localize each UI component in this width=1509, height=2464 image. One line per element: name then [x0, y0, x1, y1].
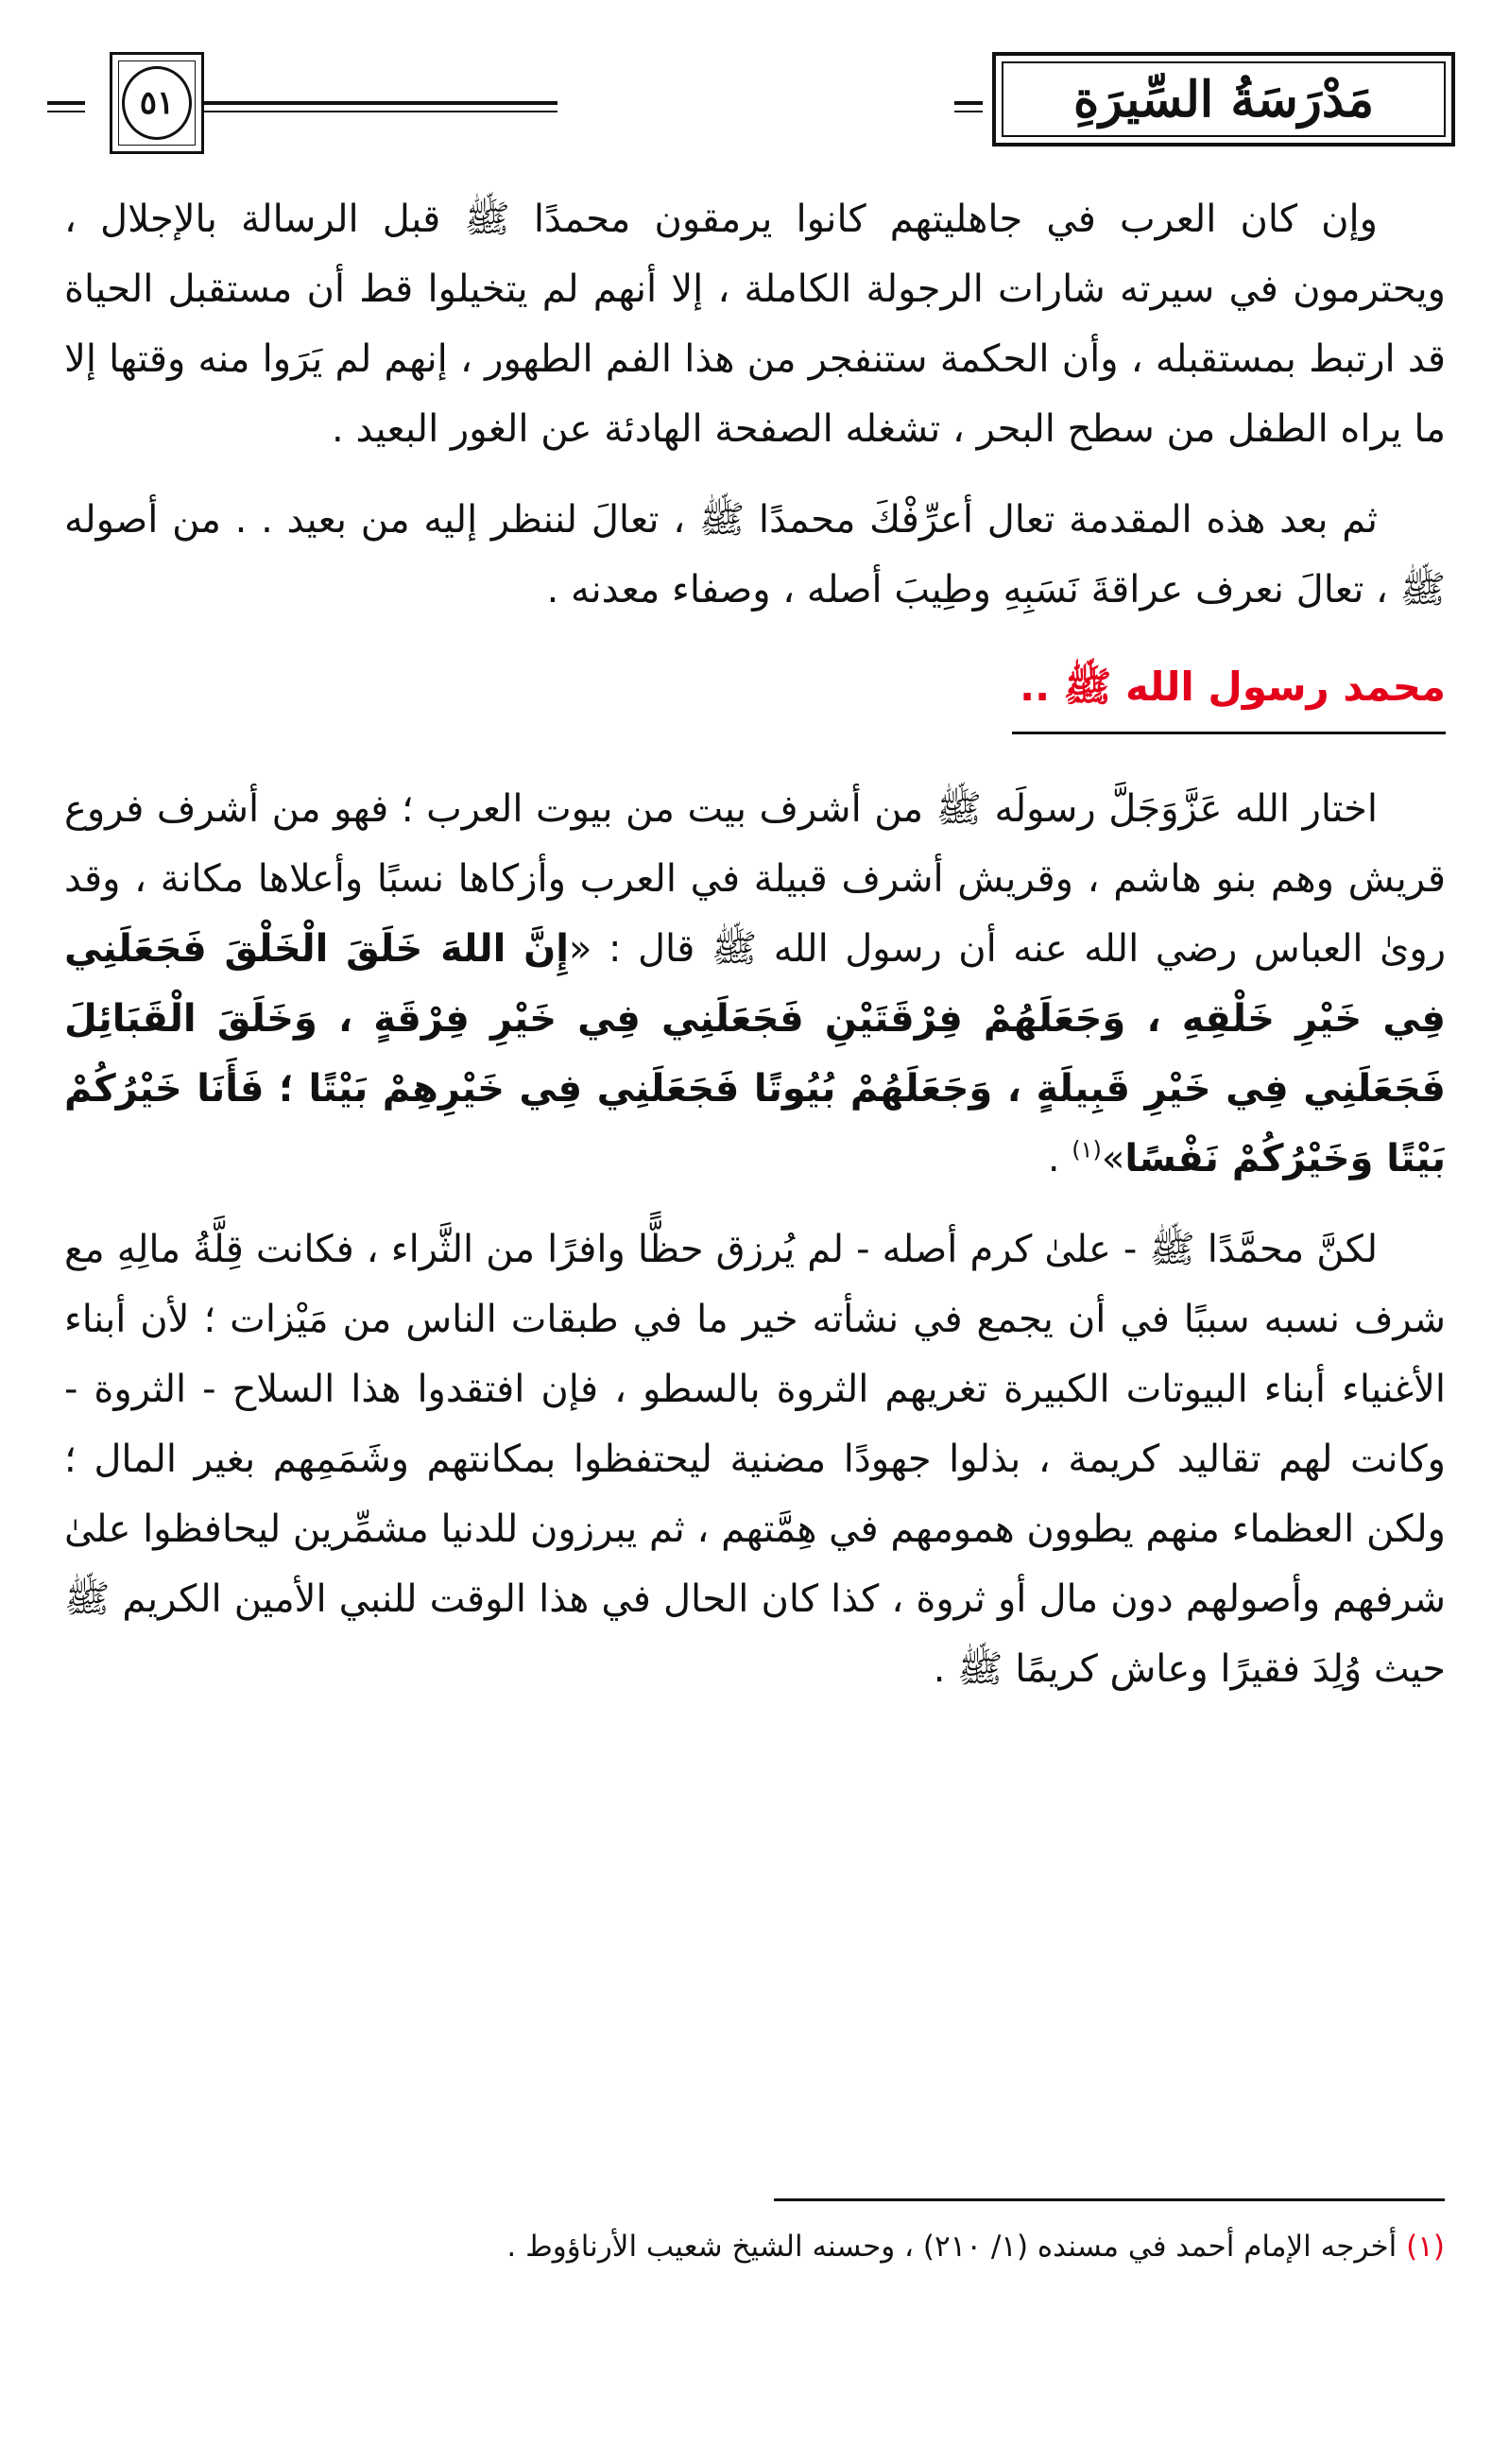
page-header	[57, 52, 1452, 156]
book-title-frame	[992, 52, 1455, 146]
header-rule-right	[954, 101, 983, 105]
footnote-text: أخرجه الإمام أحمد في مسنده (١/ ٢١٠) ، وحسنه الشيخ شعيب الأرناؤوط .	[506, 2230, 1407, 2264]
footnote-number: (١)	[1406, 2230, 1445, 2264]
paragraph-2: ثم بعد هذه المقدمة تعال أعرِّفْكَ محمدًا ﷺ ، تعالَ لننظر إليه من بعيد . . من أصوله ﷺ ، تعالَ نعرف عراقةَ نَسَبِهِ وطِيبَ أصله ، وصفاء معدنه .	[64, 498, 1446, 612]
paragraph-3-intro: اختار الله عَزَّوَجَلَّ رسولَه ﷺ من أشرف بيت من بيوت العرب ؛ فهو من أشرف فروع قريش وهم بنو هاشم ، وقريش أشرف قبيلة في العرب وأزكاها نسبًا وأعلاها مكانة ، وقد روىٰ العباس رضي الله عنه أن رسول الله ﷺ قال : «	[64, 787, 1447, 971]
header-rule-right-thin	[954, 111, 983, 112]
footnote	[63, 2223, 1445, 2270]
paragraph-3-end: .	[1047, 1137, 1072, 1180]
hadith-close-mark: »	[1101, 1137, 1125, 1180]
header-rule-left-outer	[47, 101, 85, 105]
page-number-frame	[110, 52, 204, 154]
header-rule-middle	[198, 101, 557, 105]
section-heading: محمد رسول الله ﷺ ..	[1012, 663, 1446, 734]
header-rule-left-outer-thin	[47, 111, 85, 112]
page-number: ٥١	[122, 66, 192, 140]
header-rule-middle-thin	[198, 111, 557, 112]
footnote-divider	[774, 2198, 1445, 2201]
footnote-reference[interactable]: (١)	[1072, 1136, 1102, 1163]
book-title: مَدْرَسَةُ السِّيرَةِ	[1072, 70, 1375, 129]
section-heading-wrap	[64, 663, 1446, 734]
hadith-quote: إِنَّ اللهَ خَلَقَ الْخَلْقَ فَجَعَلَنِي فِي خَيْرِ خَلْقِهِ ، وَجَعَلَهُمْ فِرْقَتَيْنِ فَجَعَلَنِي فِي خَيْرِ فِرْقَةٍ ، وَخَلَقَ الْقَبَائِلَ فَجَعَلَنِي فِي خَيْرِ قَبِيلَةٍ ، وَجَعَلَهُمْ بُيُوتًا فَجَعَلَنِي فِي خَيْرِهِمْ بَيْتًا ؛ فَأَنَا خَيْرُكُمْ بَيْتًا وَخَيْرُكُمْ نَفْسًا	[64, 927, 1446, 1180]
paragraph-1: وإن كان العرب في جاهليتهم كانوا يرمقون محمدًا ﷺ قبل الرسالة بالإجلال ، ويحترمون في سيرته شارات الرجولة الكاملة ، إلا أنهم لم يتخيلوا قط أن مستقبل الحياة قد ارتبط بمستقبله ، وأن الحكمة ستنفجر من هذا الفم الطهور ، إنهم لم يَرَوا منه وقتها إلا ما يراه الطفل من سطح البحر ، تشغله الصفحة الهادئة عن الغور البعيد .	[64, 198, 1446, 451]
paragraph-3	[64, 774, 1446, 1194]
main-content	[64, 184, 1446, 1704]
paragraph-4: لكنَّ محمَّدًا ﷺ - علىٰ كرم أصله - لم يُرزق حظًّا وافرًا من الثَّراء ، فكانت قِلَّةُ مالِهِ مع شرف نسبه سببًا في أن يجمع في نشأته خير ما في طبقات الناس من مَيْزات ؛ لأن أبناء الأغنياء أبناء البيوتات الكبيرة تغريهم الثروة بالسطو ، فإن افتقدوا هذا السلاح - الثروة - وكانت لهم تقاليد كريمة ، بذلوا جهودًا مضنية ليحتفظوا بمكانتهم وشَمَمِهم بغير المال ؛ ولكن العظماء منهم يطوون همومهم في هِمَّتهم ، ثم يبرزون للدنيا مشمِّرين ليحافظوا علىٰ شرفهم وأصولهم دون مال أو ثروة ، كذا كان الحال في هذا الوقت للنبي الأمين الكريم ﷺ حيث وُلِدَ فقيرًا وعاش كريمًا ﷺ .	[64, 1228, 1446, 1691]
